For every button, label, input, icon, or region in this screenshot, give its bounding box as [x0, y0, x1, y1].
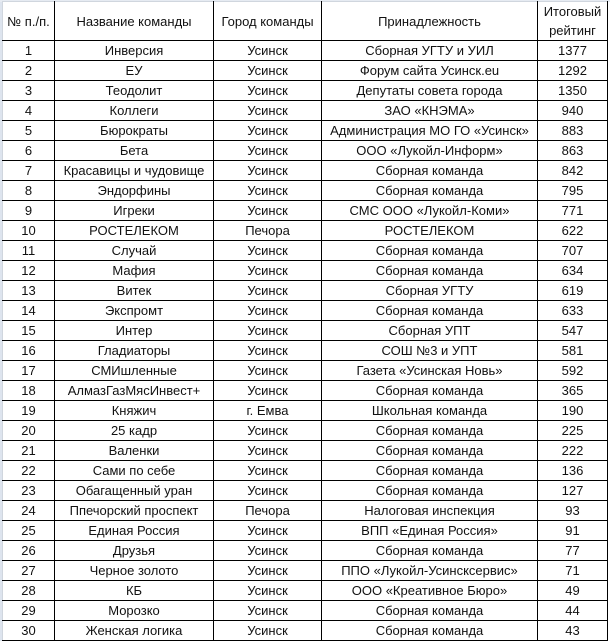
- cell-rating: 222: [538, 441, 608, 461]
- cell-team-city: Усинск: [214, 241, 322, 261]
- cell-team-name: Мафия: [55, 261, 214, 281]
- cell-num: 11: [3, 241, 55, 261]
- cell-team-name: Красавицы и чудовище: [55, 161, 214, 181]
- cell-team-city: Усинск: [214, 341, 322, 361]
- cell-team-name: Сами по себе: [55, 461, 214, 481]
- cell-num: 30: [3, 621, 55, 641]
- cell-num: 21: [3, 441, 55, 461]
- cell-affiliation: Сборная команда: [322, 601, 538, 621]
- table-row: [3, 441, 608, 461]
- cell-team-city: Усинск: [214, 101, 322, 121]
- cell-affiliation: Сборная УГТУ: [322, 281, 538, 301]
- cell-num: 27: [3, 561, 55, 581]
- cell-num: 23: [3, 481, 55, 501]
- cell-num: 28: [3, 581, 55, 601]
- cell-affiliation: СМС ООО «Лукойл-Коми»: [322, 201, 538, 221]
- cell-team-name: Гладиаторы: [55, 341, 214, 361]
- cell-rating: 547: [538, 321, 608, 341]
- cell-rating: 44: [538, 601, 608, 621]
- cell-rating: 707: [538, 241, 608, 261]
- cell-rating: 136: [538, 461, 608, 481]
- cell-affiliation: Форум сайта Усинск.eu: [322, 61, 538, 81]
- table-row: [3, 61, 608, 81]
- cell-team-name: Интер: [55, 321, 214, 341]
- table-row: [3, 401, 608, 421]
- cell-team-city: Усинск: [214, 181, 322, 201]
- table-row: [3, 121, 608, 141]
- cell-team-city: Усинск: [214, 421, 322, 441]
- cell-team-name: КБ: [55, 581, 214, 601]
- cell-num: 9: [3, 201, 55, 221]
- cell-rating: 634: [538, 261, 608, 281]
- cell-num: 25: [3, 521, 55, 541]
- cell-rating: 1377: [538, 41, 608, 61]
- table-body: [3, 41, 608, 641]
- cell-affiliation: СОШ №3 и УПТ: [322, 341, 538, 361]
- cell-num: 18: [3, 381, 55, 401]
- cell-rating: 581: [538, 341, 608, 361]
- cell-rating: 77: [538, 541, 608, 561]
- cell-rating: 883: [538, 121, 608, 141]
- table-row: [3, 421, 608, 441]
- cell-num: 4: [3, 101, 55, 121]
- cell-team-city: Усинск: [214, 301, 322, 321]
- table-row: [3, 81, 608, 101]
- table-row: [3, 141, 608, 161]
- cell-num: 7: [3, 161, 55, 181]
- header-rating-line2: рейтинг: [549, 23, 596, 38]
- cell-affiliation: Депутаты совета города: [322, 81, 538, 101]
- cell-affiliation: Сборная команда: [322, 301, 538, 321]
- cell-affiliation: Сборная команда: [322, 621, 538, 641]
- cell-rating: 795: [538, 181, 608, 201]
- cell-team-city: Усинск: [214, 281, 322, 301]
- header-num: № п./п.: [3, 2, 55, 41]
- cell-affiliation: Администрация МО ГО «Усинск»: [322, 121, 538, 141]
- cell-affiliation: РОСТЕЛЕКОМ: [322, 221, 538, 241]
- cell-team-name: Валенки: [55, 441, 214, 461]
- table-row: [3, 561, 608, 581]
- cell-affiliation: Сборная команда: [322, 461, 538, 481]
- cell-num: 26: [3, 541, 55, 561]
- rating-table: [2, 1, 608, 641]
- cell-num: 13: [3, 281, 55, 301]
- cell-team-city: Усинск: [214, 481, 322, 501]
- cell-team-city: Усинск: [214, 441, 322, 461]
- cell-team-name: Женская логика: [55, 621, 214, 641]
- cell-team-name: Обагащенный уран: [55, 481, 214, 501]
- cell-affiliation: Сборная УГТУ и УИЛ: [322, 41, 538, 61]
- cell-team-name: АлмазГазМясИнвест+: [55, 381, 214, 401]
- cell-team-city: Усинск: [214, 61, 322, 81]
- cell-team-city: Усинск: [214, 561, 322, 581]
- cell-affiliation: Сборная команда: [322, 421, 538, 441]
- cell-team-name: Экспромт: [55, 301, 214, 321]
- cell-team-city: г. Емва: [214, 401, 322, 421]
- cell-team-name: Единая Россия: [55, 521, 214, 541]
- cell-team-name: Черное золото: [55, 561, 214, 581]
- cell-team-name: Витек: [55, 281, 214, 301]
- cell-num: 1: [3, 41, 55, 61]
- cell-affiliation: Сборная УПТ: [322, 321, 538, 341]
- cell-team-name: Случай: [55, 241, 214, 261]
- cell-rating: 622: [538, 221, 608, 241]
- cell-team-name: Игреки: [55, 201, 214, 221]
- header-row: [3, 2, 608, 41]
- cell-rating: 365: [538, 381, 608, 401]
- cell-team-name: Княжич: [55, 401, 214, 421]
- cell-num: 17: [3, 361, 55, 381]
- cell-affiliation: Газета «Усинская Новь»: [322, 361, 538, 381]
- cell-rating: 1292: [538, 61, 608, 81]
- cell-team-city: Усинск: [214, 521, 322, 541]
- cell-affiliation: ООО «Креативное Бюро»: [322, 581, 538, 601]
- cell-num: 14: [3, 301, 55, 321]
- cell-team-city: Усинск: [214, 621, 322, 641]
- cell-team-city: Усинск: [214, 361, 322, 381]
- cell-team-name: 25 кадр: [55, 421, 214, 441]
- cell-rating: 863: [538, 141, 608, 161]
- header-team-name: Название команды: [55, 2, 214, 41]
- cell-num: 29: [3, 601, 55, 621]
- cell-rating: 633: [538, 301, 608, 321]
- table-row: [3, 161, 608, 181]
- cell-team-city: Печора: [214, 221, 322, 241]
- cell-rating: 91: [538, 521, 608, 541]
- table-row: [3, 261, 608, 281]
- cell-team-city: Усинск: [214, 321, 322, 341]
- cell-team-city: Усинск: [214, 581, 322, 601]
- cell-affiliation: Школьная команда: [322, 401, 538, 421]
- table-row: [3, 541, 608, 561]
- cell-affiliation: Сборная команда: [322, 381, 538, 401]
- cell-team-name: Эндорфины: [55, 181, 214, 201]
- cell-rating: 1350: [538, 81, 608, 101]
- table-row: [3, 581, 608, 601]
- cell-team-city: Усинск: [214, 41, 322, 61]
- cell-team-city: Усинск: [214, 261, 322, 281]
- cell-affiliation: ООО «Лукойл-Информ»: [322, 141, 538, 161]
- header-rating-line1: Итоговый: [543, 4, 602, 19]
- cell-num: 15: [3, 321, 55, 341]
- table-row: [3, 41, 608, 61]
- cell-team-city: Усинск: [214, 461, 322, 481]
- cell-affiliation: Сборная команда: [322, 181, 538, 201]
- cell-rating: 71: [538, 561, 608, 581]
- cell-team-name: Коллеги: [55, 101, 214, 121]
- table-row: [3, 281, 608, 301]
- cell-team-name: Бюрократы: [55, 121, 214, 141]
- cell-num: 22: [3, 461, 55, 481]
- cell-team-name: Бета: [55, 141, 214, 161]
- cell-affiliation: Сборная команда: [322, 441, 538, 461]
- table-row: [3, 341, 608, 361]
- table-row: [3, 361, 608, 381]
- cell-num: 16: [3, 341, 55, 361]
- header-team-city: Город команды: [214, 2, 322, 41]
- table-row: [3, 461, 608, 481]
- cell-team-name: РОСТЕЛЕКОМ: [55, 221, 214, 241]
- table-row: [3, 601, 608, 621]
- cell-rating: 842: [538, 161, 608, 181]
- cell-rating: 592: [538, 361, 608, 381]
- cell-affiliation: Сборная команда: [322, 481, 538, 501]
- cell-affiliation: Сборная команда: [322, 161, 538, 181]
- cell-num: 3: [3, 81, 55, 101]
- cell-affiliation: ППО «Лукойл-Усинсксервис»: [322, 561, 538, 581]
- cell-num: 20: [3, 421, 55, 441]
- cell-affiliation: ВПП «Единая Россия»: [322, 521, 538, 541]
- cell-num: 12: [3, 261, 55, 281]
- table-row: [3, 201, 608, 221]
- header-affiliation: Принадлежность: [322, 2, 538, 41]
- cell-team-city: Усинск: [214, 141, 322, 161]
- table-row: [3, 621, 608, 641]
- cell-rating: 127: [538, 481, 608, 501]
- cell-team-city: Усинск: [214, 121, 322, 141]
- cell-rating: 225: [538, 421, 608, 441]
- cell-rating: 619: [538, 281, 608, 301]
- table-row: [3, 101, 608, 121]
- table-row: [3, 221, 608, 241]
- cell-affiliation: Сборная команда: [322, 241, 538, 261]
- header-rating: [538, 2, 608, 41]
- cell-team-city: Усинск: [214, 201, 322, 221]
- table-row: [3, 481, 608, 501]
- cell-num: 24: [3, 501, 55, 521]
- cell-team-city: Усинск: [214, 601, 322, 621]
- table-row: [3, 381, 608, 401]
- table-row: [3, 501, 608, 521]
- cell-team-name: Друзья: [55, 541, 214, 561]
- cell-affiliation: Налоговая инспекция: [322, 501, 538, 521]
- cell-team-city: Усинск: [214, 81, 322, 101]
- cell-team-name: ЕУ: [55, 61, 214, 81]
- cell-rating: 93: [538, 501, 608, 521]
- cell-rating: 940: [538, 101, 608, 121]
- cell-team-name: Инверсия: [55, 41, 214, 61]
- cell-num: 5: [3, 121, 55, 141]
- table-row: [3, 301, 608, 321]
- cell-num: 19: [3, 401, 55, 421]
- cell-team-city: Печора: [214, 501, 322, 521]
- cell-affiliation: Сборная команда: [322, 261, 538, 281]
- cell-team-name: Теодолит: [55, 81, 214, 101]
- cell-affiliation: ЗАО «КНЭМА»: [322, 101, 538, 121]
- cell-team-city: Усинск: [214, 161, 322, 181]
- cell-team-name: СМИшленные: [55, 361, 214, 381]
- cell-num: 10: [3, 221, 55, 241]
- cell-team-city: Усинск: [214, 381, 322, 401]
- cell-team-city: Усинск: [214, 541, 322, 561]
- cell-affiliation: Сборная команда: [322, 541, 538, 561]
- cell-rating: 771: [538, 201, 608, 221]
- table-row: [3, 241, 608, 261]
- cell-rating: 190: [538, 401, 608, 421]
- cell-team-name: Морозко: [55, 601, 214, 621]
- cell-rating: 49: [538, 581, 608, 601]
- table-row: [3, 521, 608, 541]
- table-row: [3, 321, 608, 341]
- cell-num: 6: [3, 141, 55, 161]
- cell-rating: 43: [538, 621, 608, 641]
- cell-team-name: Ппечорский проспект: [55, 501, 214, 521]
- cell-num: 2: [3, 61, 55, 81]
- table-row: [3, 181, 608, 201]
- cell-num: 8: [3, 181, 55, 201]
